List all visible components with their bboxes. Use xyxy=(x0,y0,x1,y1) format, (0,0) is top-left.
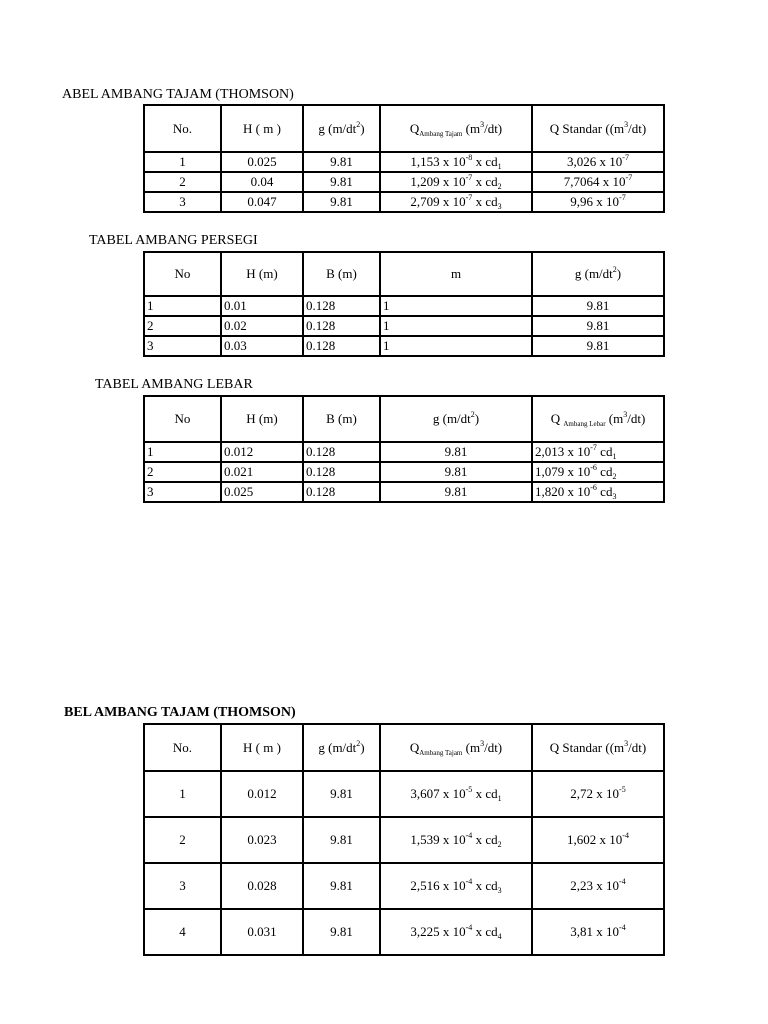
cell-q-standar: 2,23 x $10^{-4}$ xyxy=(532,863,664,909)
cell-h: 0.025 xyxy=(221,482,303,502)
header-b: B (m) xyxy=(303,396,380,442)
cell-q-standar: 7,7064 x $10^{-7}$ xyxy=(532,172,664,192)
header-q: $Q_{Ambang Tajam}$ $(m^3/dt)$ xyxy=(380,724,532,771)
cell-no: 1 xyxy=(144,442,221,462)
cell-h: 0.012 xyxy=(221,442,303,462)
cell-b: 0.128 xyxy=(303,442,380,462)
header-g: g $(m/dt^2)$ xyxy=(303,724,380,771)
cell-q: 2,709 x $10^{-7}$ x $cd_3$ xyxy=(380,192,532,212)
cell-q: 1,209 x $10^{-7}$ x $cd_2$ xyxy=(380,172,532,192)
table-row xyxy=(144,192,664,212)
table-ambang-tajam-2 xyxy=(143,723,665,956)
header-h: H (m) xyxy=(221,252,303,296)
cell-b: 0.128 xyxy=(303,296,380,316)
table-row xyxy=(144,863,664,909)
cell-g: 9.81 xyxy=(303,172,380,192)
header-no: No. xyxy=(144,105,221,152)
cell-b: 0.128 xyxy=(303,462,380,482)
table-row xyxy=(144,316,664,336)
header-m: m xyxy=(380,252,532,296)
cell-h: 0.04 xyxy=(221,172,303,192)
header-g: g $(m/dt^2)$ xyxy=(380,396,532,442)
header-no: No xyxy=(144,396,221,442)
cell-q: 1,079 x $10^{-6}$ $cd_2$ xyxy=(532,462,664,482)
header-h: H ( m ) xyxy=(221,105,303,152)
table-ambang-tajam xyxy=(143,104,665,213)
cell-no: 2 xyxy=(144,462,221,482)
cell-g: 9.81 xyxy=(380,462,532,482)
cell-q-standar: 9,96 x $10^{-7}$ xyxy=(532,192,664,212)
cell-h: 0.031 xyxy=(221,909,303,955)
cell-b: 0.128 xyxy=(303,482,380,502)
cell-no: 1 xyxy=(144,771,221,817)
cell-h: 0.012 xyxy=(221,771,303,817)
table-row xyxy=(144,462,664,482)
cell-q-standar: 2,72 x $10^{-5}$ xyxy=(532,771,664,817)
table-header-row xyxy=(144,724,664,771)
header-q: $Q_{Ambang Tajam}$ $(m^3/dt)$ xyxy=(380,105,532,152)
cell-h: 0.025 xyxy=(221,152,303,172)
cell-no: 4 xyxy=(144,909,221,955)
table-row xyxy=(144,482,664,502)
header-g: g $(m/dt^2)$ xyxy=(532,252,664,296)
table-row xyxy=(144,336,664,356)
cell-g: 9.81 xyxy=(303,152,380,172)
table-header-row xyxy=(144,252,664,296)
cell-h: 0.047 xyxy=(221,192,303,212)
cell-q: 2,013 x $10^{-7}$ $cd_1$ xyxy=(532,442,664,462)
cell-h: 0.023 xyxy=(221,817,303,863)
cell-g: 9.81 xyxy=(532,296,664,316)
table-row xyxy=(144,909,664,955)
cell-no: 2 xyxy=(144,817,221,863)
cell-no: 2 xyxy=(144,316,221,336)
cell-h: 0.021 xyxy=(221,462,303,482)
cell-q: 1,153 x $10^{-8}$ x $cd_1$ xyxy=(380,152,532,172)
cell-no: 3 xyxy=(144,336,221,356)
table-row xyxy=(144,442,664,462)
table-title-ambang-persegi: TABEL AMBANG PERSEGI xyxy=(89,233,258,248)
table-row xyxy=(144,817,664,863)
cell-h: 0.02 xyxy=(221,316,303,336)
cell-q: 3,225 x $10^{-4}$ x $cd_4$ xyxy=(380,909,532,955)
cell-g: 9.81 xyxy=(380,442,532,462)
cell-q-standar: 3,81 x $10^{-4}$ xyxy=(532,909,664,955)
table-header-row xyxy=(144,105,664,152)
cell-g: 9.81 xyxy=(303,817,380,863)
cell-q: 1,820 x $10^{-6}$ $cd_3$ xyxy=(532,482,664,502)
cell-g: 9.81 xyxy=(532,336,664,356)
table-ambang-lebar xyxy=(143,395,665,503)
cell-q-standar: 3,026 x $10^{-7}$ xyxy=(532,152,664,172)
cell-q: 3,607 x $10^{-5}$ x $cd_1$ xyxy=(380,771,532,817)
cell-no: 3 xyxy=(144,482,221,502)
cell-g: 9.81 xyxy=(303,863,380,909)
header-h: H (m) xyxy=(221,396,303,442)
table-ambang-persegi xyxy=(143,251,665,357)
cell-no: 2 xyxy=(144,172,221,192)
cell-g: 9.81 xyxy=(380,482,532,502)
cell-no: 3 xyxy=(144,192,221,212)
cell-g: 9.81 xyxy=(303,192,380,212)
header-b: B (m) xyxy=(303,252,380,296)
cell-g: 9.81 xyxy=(303,771,380,817)
cell-q: 1,539 x $10^{-4}$ x $cd_2$ xyxy=(380,817,532,863)
header-q-standar: Q Standar ($(m^3/dt)$ xyxy=(532,105,664,152)
header-g: g $(m/dt^2)$ xyxy=(303,105,380,152)
table-title-ambang-lebar: TABEL AMBANG LEBAR xyxy=(95,377,253,392)
cell-q-standar: 1,602 x $10^{-4}$ xyxy=(532,817,664,863)
header-h: H ( m ) xyxy=(221,724,303,771)
cell-g: 9.81 xyxy=(303,909,380,955)
header-q: Q $_{Ambang Lebar}$ $(m^3/dt)$ xyxy=(532,396,664,442)
table-title-ambang-tajam-2: BEL AMBANG TAJAM (THOMSON) xyxy=(64,705,296,720)
cell-m: 1 xyxy=(380,316,532,336)
table-row xyxy=(144,172,664,192)
cell-q: 2,516 x $10^{-4}$ x $cd_3$ xyxy=(380,863,532,909)
table-row xyxy=(144,152,664,172)
header-no: No. xyxy=(144,724,221,771)
cell-h: 0.03 xyxy=(221,336,303,356)
cell-b: 0.128 xyxy=(303,336,380,356)
table-row xyxy=(144,771,664,817)
cell-m: 1 xyxy=(380,296,532,316)
table-row xyxy=(144,296,664,316)
header-q-standar: Q Standar ($(m^3/dt)$ xyxy=(532,724,664,771)
cell-b: 0.128 xyxy=(303,316,380,336)
cell-no: 3 xyxy=(144,863,221,909)
cell-no: 1 xyxy=(144,296,221,316)
cell-no: 1 xyxy=(144,152,221,172)
cell-h: 0.01 xyxy=(221,296,303,316)
cell-m: 1 xyxy=(380,336,532,356)
table-header-row xyxy=(144,396,664,442)
table-title-ambang-tajam: ABEL AMBANG TAJAM (THOMSON) xyxy=(62,87,294,102)
header-no: No xyxy=(144,252,221,296)
cell-h: 0.028 xyxy=(221,863,303,909)
cell-g: 9.81 xyxy=(532,316,664,336)
